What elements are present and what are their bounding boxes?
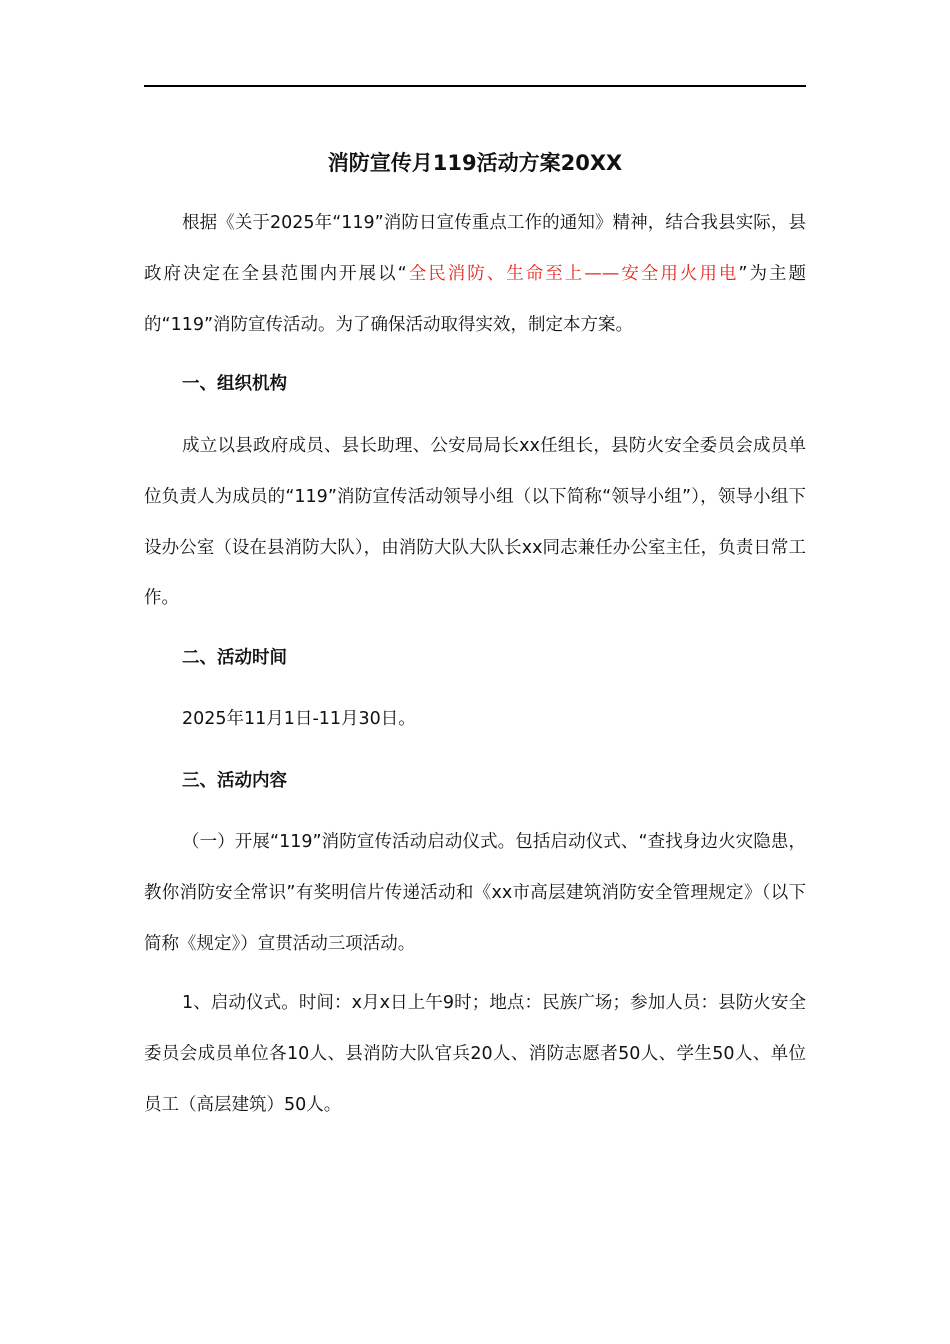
time-paragraph: 2025年11月1日-11月30日。 (182, 709, 416, 729)
organization-paragraph: 成立以县政府成员、县长助理、公安局局长xx任组长，县防火安全委员会成员单位负责人为成员的“119”消防宣传活动领导小组（以下简称“领导小组”），领导小组下设办公室（设在县消防大队），由消防大队大队长xx同志兼任办公室主任，负责日常工作。 (144, 436, 806, 609)
intro-theme-highlight: 全民消防、生命至上——安全用火用电 (406, 263, 739, 284)
content-item-launch-ceremony: （一）开展“119”消防宣传活动启动仪式。包括启动仪式、“查找身边火灾隐患，教你消防安全常识”有奖明信片传递活动和《xx市高层建筑消防安全管理规定》（以下简称《规定》）宣贯活动三项活动。 (144, 832, 806, 954)
content-item-ceremony-details: 1、启动仪式。时间：x月x日上午9时；地点：民族广场；参加人员：县防火安全委员会成员单位各10人、县消防大队官兵20人、消防志愿者50人、学生50人、单位员工（高层建筑）50人。 (144, 993, 806, 1115)
section-heading-organization: 一、组织机构 (182, 374, 287, 394)
document-title: 消防宣传月119活动方案20XX (327, 151, 623, 175)
intro-paragraph (144, 198, 806, 350)
section-heading-content: 三、活动内容 (182, 771, 287, 791)
header-rule (144, 85, 806, 87)
section-heading-time: 二、活动时间 (182, 648, 287, 668)
intro-text-after: ”为主题的“119”消防宣传活动。为了确保活动取得实效，制定本方案。 (144, 263, 806, 335)
intro-text-before: 根据《关于2025年“119”消防日宣传重点工作的通知》精神，结合我县实际，县政府决定在全县范围内开展以“ (144, 213, 806, 284)
